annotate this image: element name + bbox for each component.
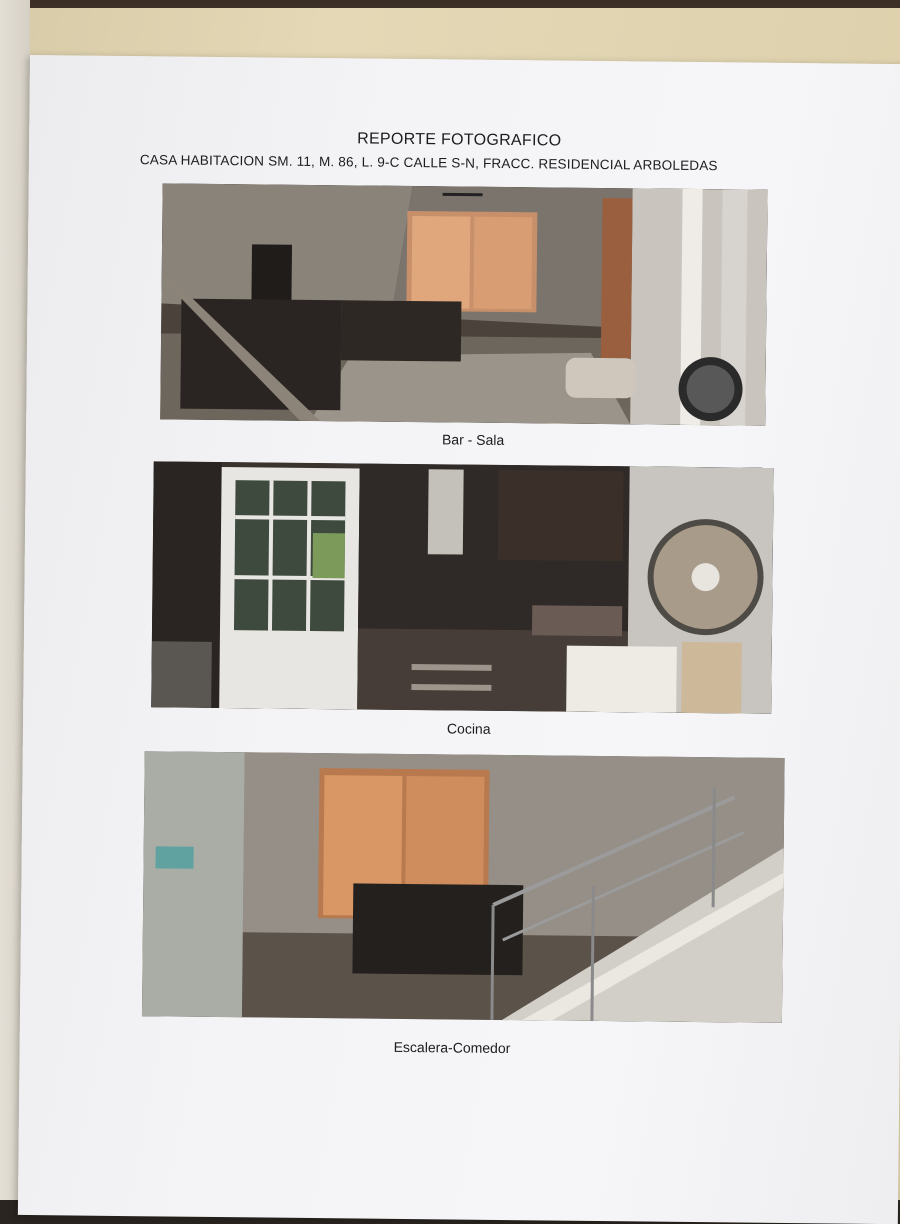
- report-title: REPORTE FOTOGRAFICO: [357, 130, 561, 150]
- property-address: CASA HABITACION SM. 11, M. 86, L. 9-C CALLE S-N, FRACC. RESIDENCIAL ARBOLEDAS: [140, 152, 718, 173]
- photo-caption-cocina: Cocina: [447, 720, 491, 736]
- photo-escalera-comedor: [142, 751, 785, 1023]
- photo-caption-bar-sala: Bar - Sala: [442, 431, 504, 448]
- stairs-dining-image: [142, 751, 785, 1023]
- living-room-image: [160, 183, 767, 425]
- kitchen-image: [151, 461, 774, 713]
- photo-cocina: [151, 461, 774, 713]
- photo-bar-sala: [160, 183, 767, 425]
- photo-caption-escalera-comedor: Escalera-Comedor: [394, 1039, 511, 1056]
- printed-page: [18, 55, 900, 1224]
